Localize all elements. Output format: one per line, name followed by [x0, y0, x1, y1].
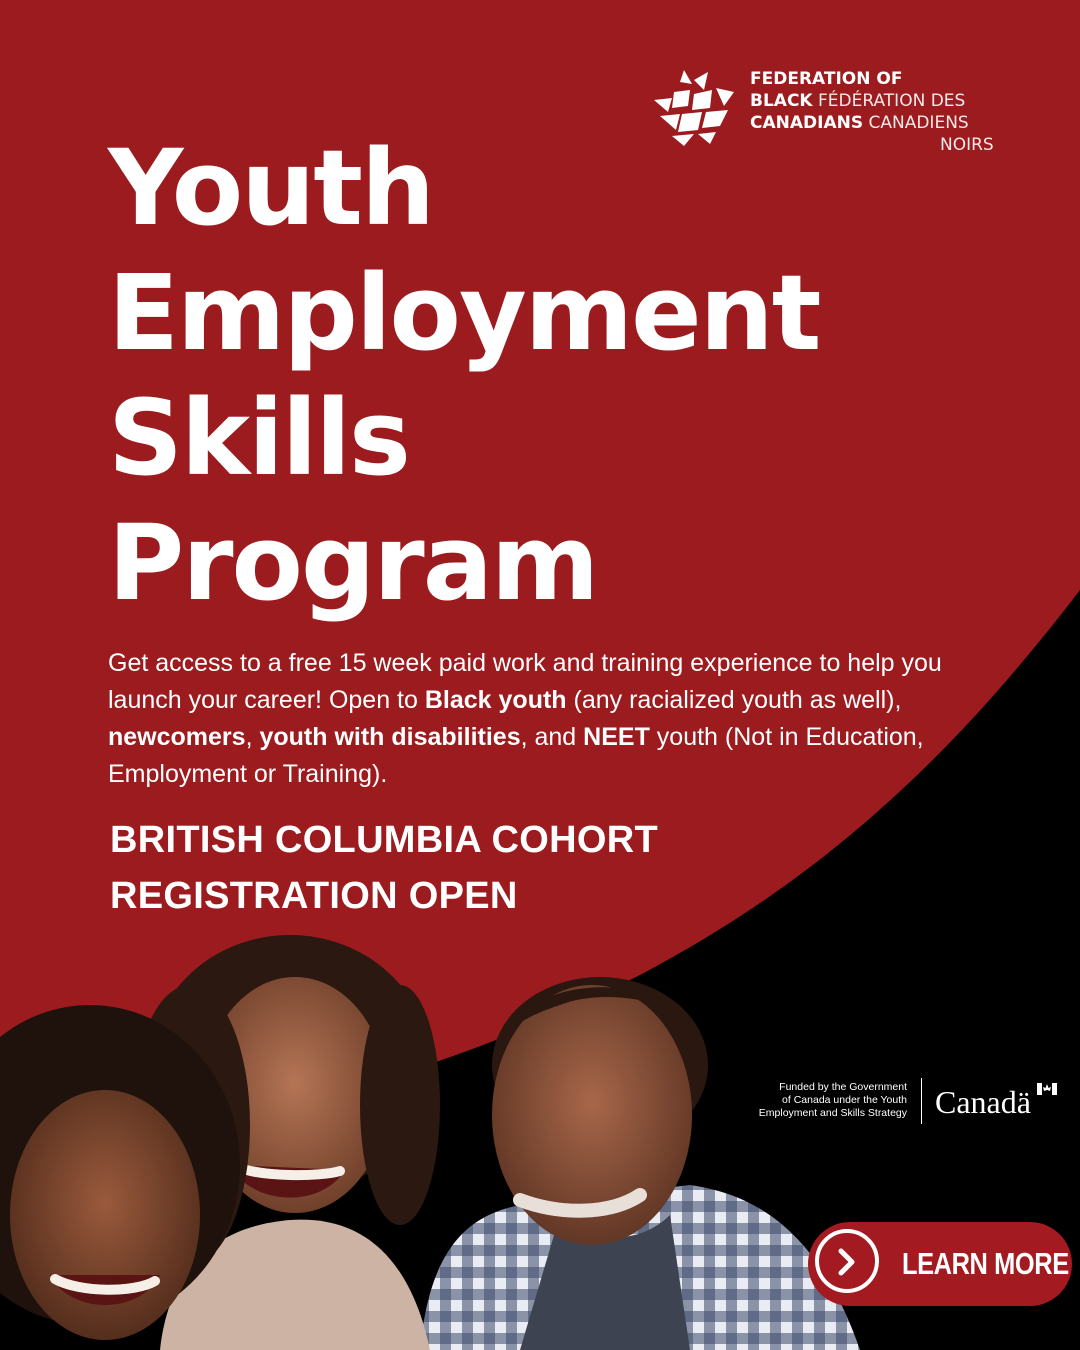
description-text: (any racialized youth as well),	[566, 686, 902, 714]
title-line-2: Employment	[108, 252, 820, 374]
title-line-1: Youth	[108, 127, 434, 249]
page-title	[108, 126, 819, 626]
program-description	[108, 645, 958, 793]
description-highlight: Black youth	[424, 686, 567, 714]
logo-line-1: FEDERATION OF	[750, 69, 903, 89]
cohort-line-1: BRITISH COLUMBIA COHORT	[110, 819, 659, 861]
cohort-heading	[110, 812, 658, 924]
description-text: Get access to a free 15 week paid work and training experience to help you launch your career! Open to	[108, 649, 942, 714]
funding-line-3: Employment and Skills Strategy	[758, 1107, 907, 1119]
description-highlight: youth with disabilities	[259, 723, 521, 751]
canada-flag-icon	[1037, 1083, 1057, 1095]
funding-divider	[921, 1078, 922, 1124]
learn-more-label: LEARN MORE	[902, 1246, 1069, 1281]
learn-more-button[interactable]	[808, 1222, 1072, 1306]
description-text: , and	[520, 723, 584, 751]
logo-line-3-en: CANADIANS	[750, 113, 864, 133]
funding-statement	[735, 1081, 907, 1120]
logo-line-2-fr: FÉDÉRATION DES	[818, 91, 966, 111]
canada-wordmark: Canadä	[935, 1084, 1031, 1120]
chevron-circle	[815, 1229, 879, 1293]
chevron-right-icon	[836, 1248, 858, 1276]
title-line-4: Program	[108, 502, 598, 624]
description-highlight: NEET	[583, 723, 650, 751]
description-text: youth (Not in Education, Employment or Training).	[108, 723, 924, 788]
logo-line-2-en: BLACK	[750, 91, 813, 111]
funding-line-1: Funded by the Government	[779, 1081, 907, 1093]
smiling-youth-photo	[0, 915, 880, 1350]
logo-line-4-fr: NOIRS	[940, 135, 994, 155]
logo-line-3-fr: CANADIENS	[868, 113, 969, 133]
funding-credit	[735, 1078, 1065, 1128]
funding-line-2: of Canada under the Youth	[782, 1094, 907, 1106]
cohort-line-2: REGISTRATION OPEN	[110, 875, 518, 917]
title-line-3: Skills	[108, 377, 409, 499]
description-highlight: newcomers	[108, 723, 246, 751]
description-text: ,	[245, 723, 260, 751]
